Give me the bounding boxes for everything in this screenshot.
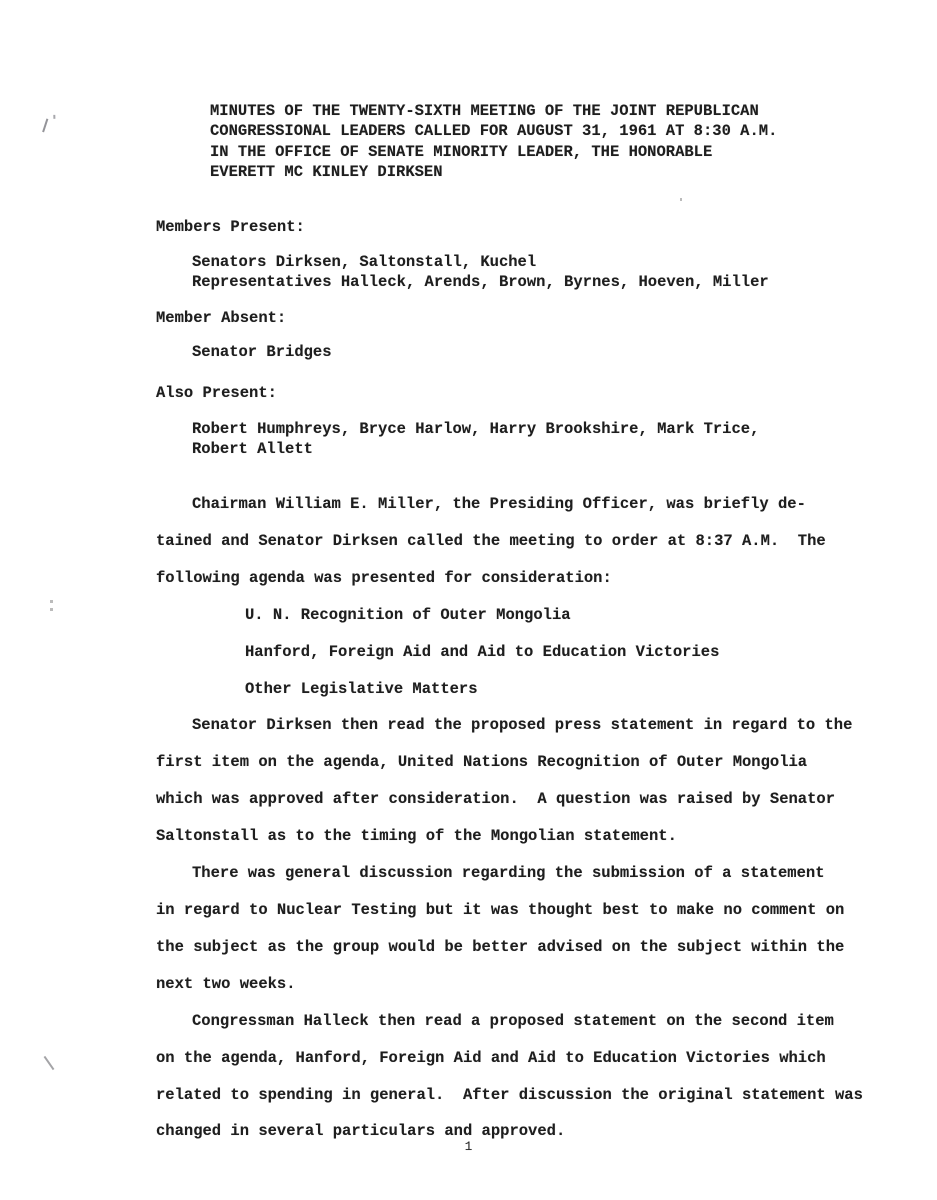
body-line: in regard to Nuclear Testing but it was thought best to make no comment on [156, 900, 845, 919]
body-line: first item on the agenda, United Nations Recognition of Outer Mongolia [156, 753, 808, 772]
agenda-item: Hanford, Foreign Aid and Aid to Education Victories [245, 642, 720, 661]
body-line: Saltonstall as to the timing of the Mongolian statement. [156, 827, 677, 846]
members-present-list [192, 253, 769, 292]
document-body [156, 486, 863, 1150]
member-absent-heading: Member Absent: [156, 309, 287, 327]
paragraph [156, 707, 863, 855]
members-present-heading: Members Present: [156, 218, 305, 236]
list-item: Senator Bridges [192, 343, 332, 361]
body-line: the subject as the group would be better advised on the subject within the [156, 937, 845, 956]
member-absent-list [192, 343, 332, 363]
scan-artifact-colon [50, 600, 53, 603]
body-line: Congressman Halleck then read a proposed statement on the second item [192, 1011, 834, 1030]
scan-artifact-dot [680, 198, 682, 201]
list-item: Representatives Halleck, Arends, Brown, Byrnes, Hoeven, Miller [192, 272, 769, 291]
body-line: Senator Dirksen then read the proposed press statement in regard to the [192, 716, 853, 735]
body-line: changed in several particulars and approved. [156, 1122, 566, 1141]
list-item: Robert Allett [192, 439, 313, 458]
paragraph [156, 486, 863, 597]
body-line: which was approved after consideration. A question was raised by Senator [156, 790, 836, 809]
body-line: tained and Senator Dirksen called the meeting to order at 8:37 A.M. The [156, 531, 826, 550]
body-line: related to spending in general. After discussion the original statement was [156, 1085, 863, 1104]
agenda-item: Other Legislative Matters [245, 679, 478, 698]
agenda-item: U. N. Recognition of Outer Mongolia [245, 605, 571, 624]
title-line: IN THE OFFICE OF SENATE MINORITY LEADER, THE HONORABLE [210, 142, 713, 161]
body-line: There was general discussion regarding the submission of a statement [192, 864, 825, 883]
title-line: MINUTES OF THE TWENTY-SIXTH MEETING OF THE JOINT REPUBLICAN [210, 102, 759, 120]
document-title [210, 101, 777, 182]
agenda-list [156, 597, 863, 708]
paragraph [156, 1003, 863, 1151]
body-line: following agenda was presented for consideration: [156, 568, 612, 587]
scan-artifact-slash [44, 1056, 55, 1070]
title-line: EVERETT MC KINLEY DIRKSEN [210, 162, 443, 181]
scan-artifact-quote [42, 118, 58, 135]
body-line: Chairman William E. Miller, the Presiding Officer, was briefly de- [192, 495, 806, 513]
paragraph [156, 855, 863, 1003]
also-present-list [192, 420, 759, 459]
list-item: Senators Dirksen, Saltonstall, Kuchel [192, 253, 537, 271]
body-line: next two weeks. [156, 974, 296, 993]
also-present-heading: Also Present: [156, 384, 277, 402]
page-number: 1 [464, 1140, 473, 1154]
list-item: Robert Humphreys, Bryce Harlow, Harry Brookshire, Mark Trice, [192, 420, 760, 438]
body-line: on the agenda, Hanford, Foreign Aid and Aid to Education Victories which [156, 1048, 826, 1067]
title-line: CONGRESSIONAL LEADERS CALLED FOR AUGUST 31, 1961 AT 8:30 A.M. [210, 122, 778, 141]
